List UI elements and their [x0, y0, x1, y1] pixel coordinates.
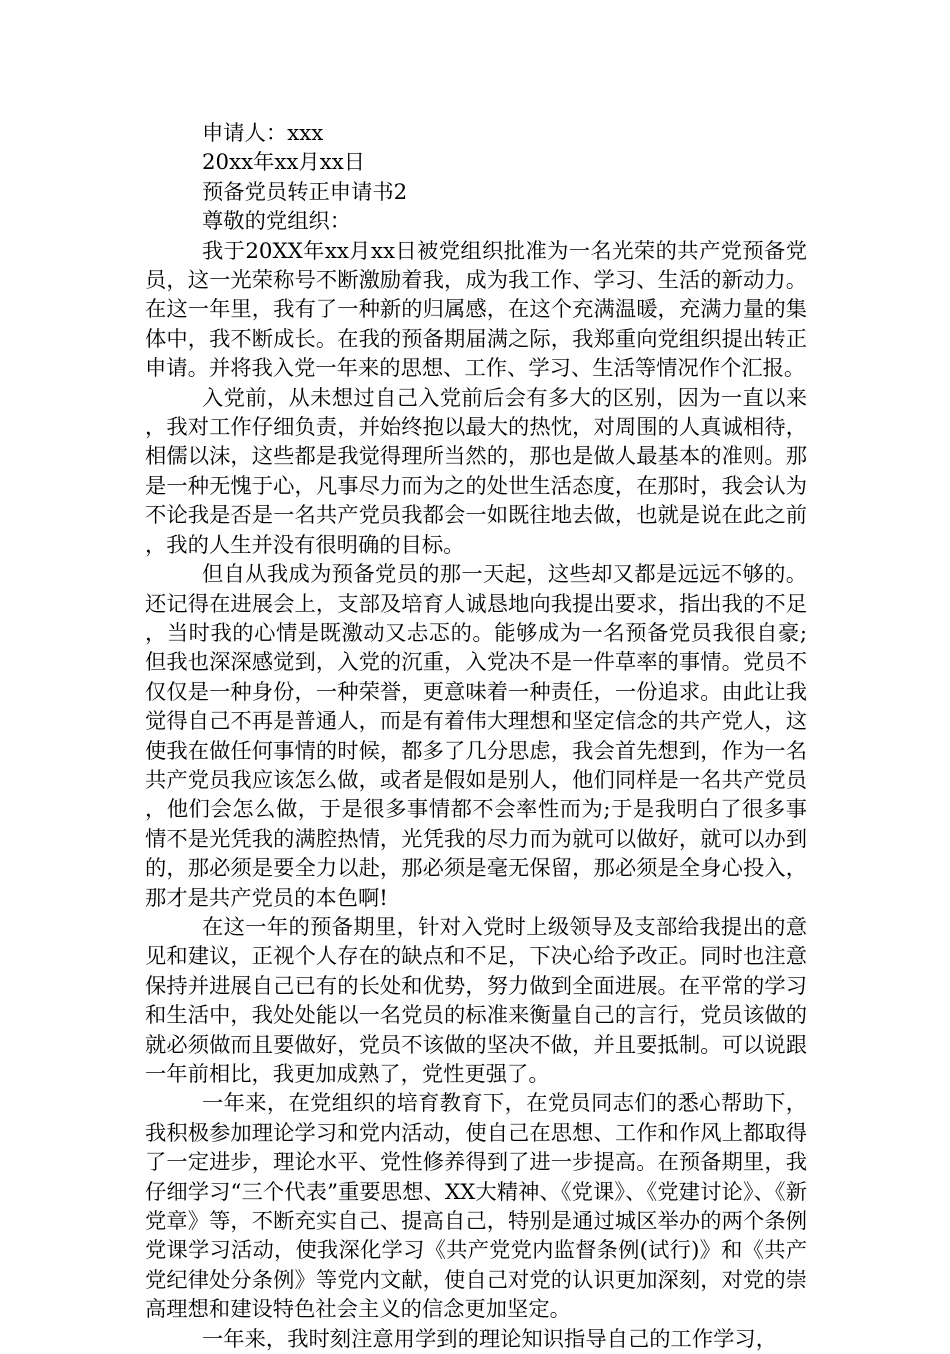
- paragraph: 但自从我成为预备党员的那一天起，这些却又都是远远不够的。还记得在进展会上，支部及培育人诚恳地向我提出要求，指出我的不足，当时我的心情是既激动又忐忑的。能够成为一名预备党员我很自豪;但我也深深感觉到，入党的沉重，入党决不是一件草率的事情。党员不仅仅是一种身份，一种荣誉，更意味着一种责任，一份追求。由此让我觉得自己不再是普通人，而是有着伟大理想和坚定信念的共产党人，这使我在做任何事情的时候，都多了几分思虑，我会首先想到，作为一名共产党员我应该怎么做，或者是假如是别人，他们同样是一名共产党员，他们会怎么做，于是很多事情都不会率性而为;于是我明白了很多事情不是光凭我的满腔热情，光凭我的尽力而为就可以做好，就可以办到的，那必须是要全力以赴，那必须是毫无保留，那必须是全身心投入，那才是共产党员的本色啊!: [145, 562, 807, 911]
- salutation: 尊敬的党组织：: [202, 209, 352, 235]
- paragraph: 一年来，我时刻注意用学到的理论知识指导自己的工作学习，: [202, 1326, 778, 1352]
- paragraph: 入党前，从未想过自己入党前后会有多大的区别，因为一直以来，我对工作仔细负责，并始终抱以最大的热忱，对周围的人真诚相待，相儒以沫，这些都是我觉得理所当然的，那也是做人最基本的准则。那是一种无愧于心，凡事尽力而为之的处世生活态度，在那时，我会认为不论我是否是一名共产党员我都会一如既往地去做，也就是说在此之前，我的人生并没有很明确的目标。: [145, 385, 807, 558]
- document-body: [145, 119, 807, 1354]
- document-title: 预备党员转正申请书2: [202, 179, 408, 205]
- paragraph: 一年来，在党组织的培育教育下，在党员同志们的悉心帮助下，我积极参加理论学习和党内活动，使自己在思想、工作和作风上都取得了一定进步，理论水平、党性修养得到了进一步提高。在预备期里，我仔细学习“三个代表”重要思想、XX大精神、《党课》、《党建讨论》、《新党章》等，不断充实自己、提高自己，特别是通过城区举办的两个条例党课学习活动，使我深化学习《共产党党内监督条例(试行)》和《共产党纪律处分条例》等党内文献，使自己对党的认识更加深刻，对党的崇高理想和建设特色社会主义的信念更加坚定。: [145, 1091, 807, 1323]
- applicant-line: 申请人：xxx: [202, 121, 324, 146]
- paragraph: 我于20XX年xx月xx日被党组织批准为一名光荣的共产党预备党员，这一光荣称号不断激励着我，成为我工作、学习、生活的新动力。在这一年里，我有了一种新的归属感，在这个充满温暖，充满力量的集体中，我不断成长。在我的预备期届满之际，我郑重向党组织提出转正申请。并将我入党一年来的思想、工作、学习、生活等情况作个汇报。: [145, 238, 807, 382]
- paragraph: 在这一年的预备期里，针对入党时上级领导及支部给我提出的意见和建议，正视个人存在的缺点和不足，下决心给予改正。同时也注意保持并进展自己已有的长处和优势，努力做到全面进展。在平常的学习和生活中，我处处能以一名党员的标准来衡量自己的言行，党员该做的就必须做而且要做好，党员不该做的坚决不做，并且要抵制。可以说跟一年前相比，我更加成熟了，党性更强了。: [145, 914, 807, 1087]
- date-line: 20xx年xx月xx日: [202, 150, 366, 176]
